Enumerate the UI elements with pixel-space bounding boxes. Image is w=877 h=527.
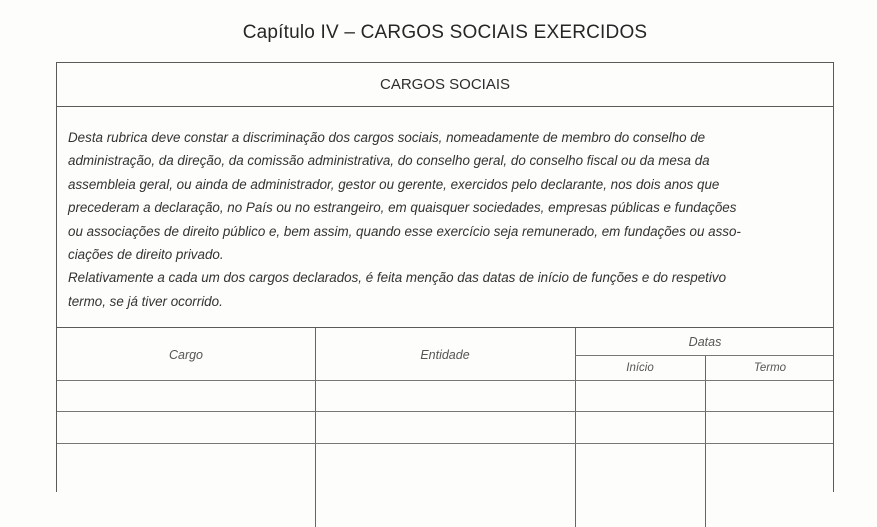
row-1-cargo-cell[interactable] bbox=[57, 381, 315, 411]
header-termo: Termo bbox=[753, 362, 787, 374]
description-line: ciações de direito privado. bbox=[68, 247, 224, 263]
section-title: CARGOS SOCIAIS bbox=[57, 63, 833, 107]
row-3-inicio-cell[interactable] bbox=[576, 444, 705, 474]
datas-divider bbox=[575, 355, 833, 356]
description-line: Relativamente a cada um dos cargos declarados, é feita menção das datas de início de funções e do respetivo bbox=[68, 270, 727, 286]
row-1-termo-cell[interactable] bbox=[706, 381, 835, 411]
description-line: termo, se já tiver ocorrido. bbox=[68, 293, 223, 309]
cargos-table bbox=[57, 327, 833, 527]
description-line: Desta rubrica deve constar a discriminação dos cargos sociais, nomeadamente de membro do conselho de bbox=[68, 130, 706, 145]
row-3-cargo-cell[interactable] bbox=[57, 444, 315, 474]
description bbox=[68, 126, 825, 313]
row-2-inicio-cell[interactable] bbox=[576, 412, 705, 443]
row-3-entidade-cell[interactable] bbox=[316, 444, 575, 474]
row-1-entidade-cell[interactable] bbox=[316, 381, 575, 411]
header-inicio: Início bbox=[626, 362, 654, 374]
description-line: ou associações de direito público e, bem assim, quando esse exercício seja remunerado, em fundações ou asso- bbox=[68, 223, 741, 239]
row-3-termo-cell[interactable] bbox=[706, 444, 835, 474]
description-line: precederam a declaração, no País ou no estrangeiro, em quaisquer sociedades, empresas públicas e fundações bbox=[68, 200, 737, 216]
header-datas: Datas bbox=[688, 335, 722, 349]
cargos-sociais-box bbox=[56, 62, 834, 492]
row-2-termo-cell[interactable] bbox=[706, 412, 835, 443]
row-2-cargo-cell[interactable] bbox=[57, 412, 315, 443]
description-line: assembleia geral, ou ainda de administrador, gestor ou gerente, exercidos pelo declarante, nos dois anos que bbox=[68, 176, 720, 192]
description-line: administração, da direção, da comissão administrativa, do conselho geral, do conselho fiscal ou da mesa da bbox=[68, 153, 710, 169]
header-entidade: Entidade bbox=[420, 348, 470, 362]
row-1-inicio-cell[interactable] bbox=[576, 381, 705, 411]
chapter-title: Capítulo IV – CARGOS SOCIAIS EXERCIDOS bbox=[242, 22, 648, 43]
row-2-entidade-cell[interactable] bbox=[316, 412, 575, 443]
header-cargo: Cargo bbox=[168, 348, 204, 362]
